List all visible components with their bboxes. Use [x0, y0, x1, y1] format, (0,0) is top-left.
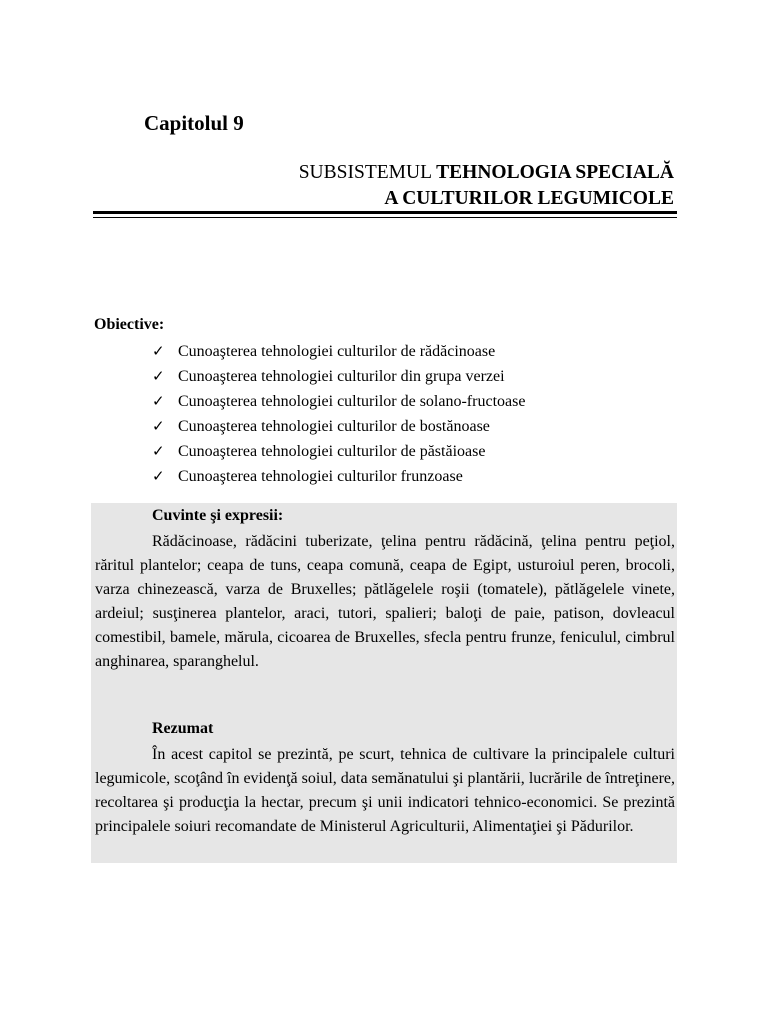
objective-item	[152, 389, 525, 414]
chapter-title-prefix: SUBSISTEMUL	[298, 162, 432, 183]
check-icon: ✓	[152, 342, 165, 360]
objective-text: Cunoaşterea tehnologiei culturilor de rădăcinoase	[178, 343, 496, 360]
chapter-number: Capitolul 9	[144, 111, 244, 135]
objectives-heading: Obiective:	[94, 316, 165, 333]
chapter-title-line1	[299, 160, 674, 186]
check-icon: ✓	[152, 392, 165, 410]
objective-item	[152, 414, 525, 439]
check-icon: ✓	[152, 417, 165, 435]
check-icon: ✓	[152, 467, 165, 485]
objective-item	[152, 464, 525, 489]
chapter-title-line2: A CULTURILOR LEGUMICOLE	[384, 188, 674, 209]
chapter-title	[299, 160, 674, 212]
objective-item	[152, 439, 525, 464]
keywords-text: Rădăcinoase, rădăcini tuberizate, ţelina pentru rădăcină, ţelina pentru peţiol, răritul plantelor; ceapa de tuns, ceapa comună, ceapa de Egipt, usturoiul peren, brocoli, varza chinezească, varza de Bruxelles; pătlăgelele roşii (tomatele), pătlăgelele vinete, ardeiul; susţinerea plantelor, araci, tutori, spalieri; baloţi de paie, patison, dovleacul comestibil, bamele, mărula, cicoarea de Bruxelles, sfecla pentru frunze, feniculul, cimbrul anghinarea, sparanghelul.	[95, 533, 675, 670]
objective-text: Cunoaşterea tehnologiei culturilor de bostănoase	[178, 418, 490, 435]
chapter-title-bold-1: TEHNOLOGIA SPECIALĂ	[436, 162, 674, 183]
objectives-list	[152, 339, 525, 489]
objective-item	[152, 364, 525, 389]
title-rule-thick	[93, 211, 677, 214]
keywords-heading: Cuvinte şi expresii:	[152, 507, 284, 524]
keywords-body	[95, 530, 675, 674]
check-icon: ✓	[152, 442, 165, 460]
summary-heading: Rezumat	[152, 720, 214, 737]
title-rule-thin	[93, 217, 677, 218]
objective-text: Cunoaşterea tehnologiei culturilor frunzoase	[178, 468, 463, 485]
summary-body	[95, 743, 675, 839]
objective-text: Cunoaşterea tehnologiei culturilor de solano-fructoase	[178, 393, 526, 410]
check-icon: ✓	[152, 367, 165, 385]
objective-item	[152, 339, 525, 364]
objective-text: Cunoaşterea tehnologiei culturilor de păstăioase	[178, 443, 486, 460]
objective-text: Cunoaşterea tehnologiei culturilor din grupa verzei	[178, 368, 505, 385]
summary-text: În acest capitol se prezintă, pe scurt, tehnica de cultivare la principalele culturi legumicole, scoţând în evidenţă soiul, data semănatului şi plantării, lucrările de întreţinere, recoltarea şi producţia la hectar, precum şi unii indicatori tehnico-economici. Se prezintă principalele soiuri recomandate de Ministerul Agriculturii, Alimentaţiei şi Pădurilor.	[95, 746, 675, 835]
